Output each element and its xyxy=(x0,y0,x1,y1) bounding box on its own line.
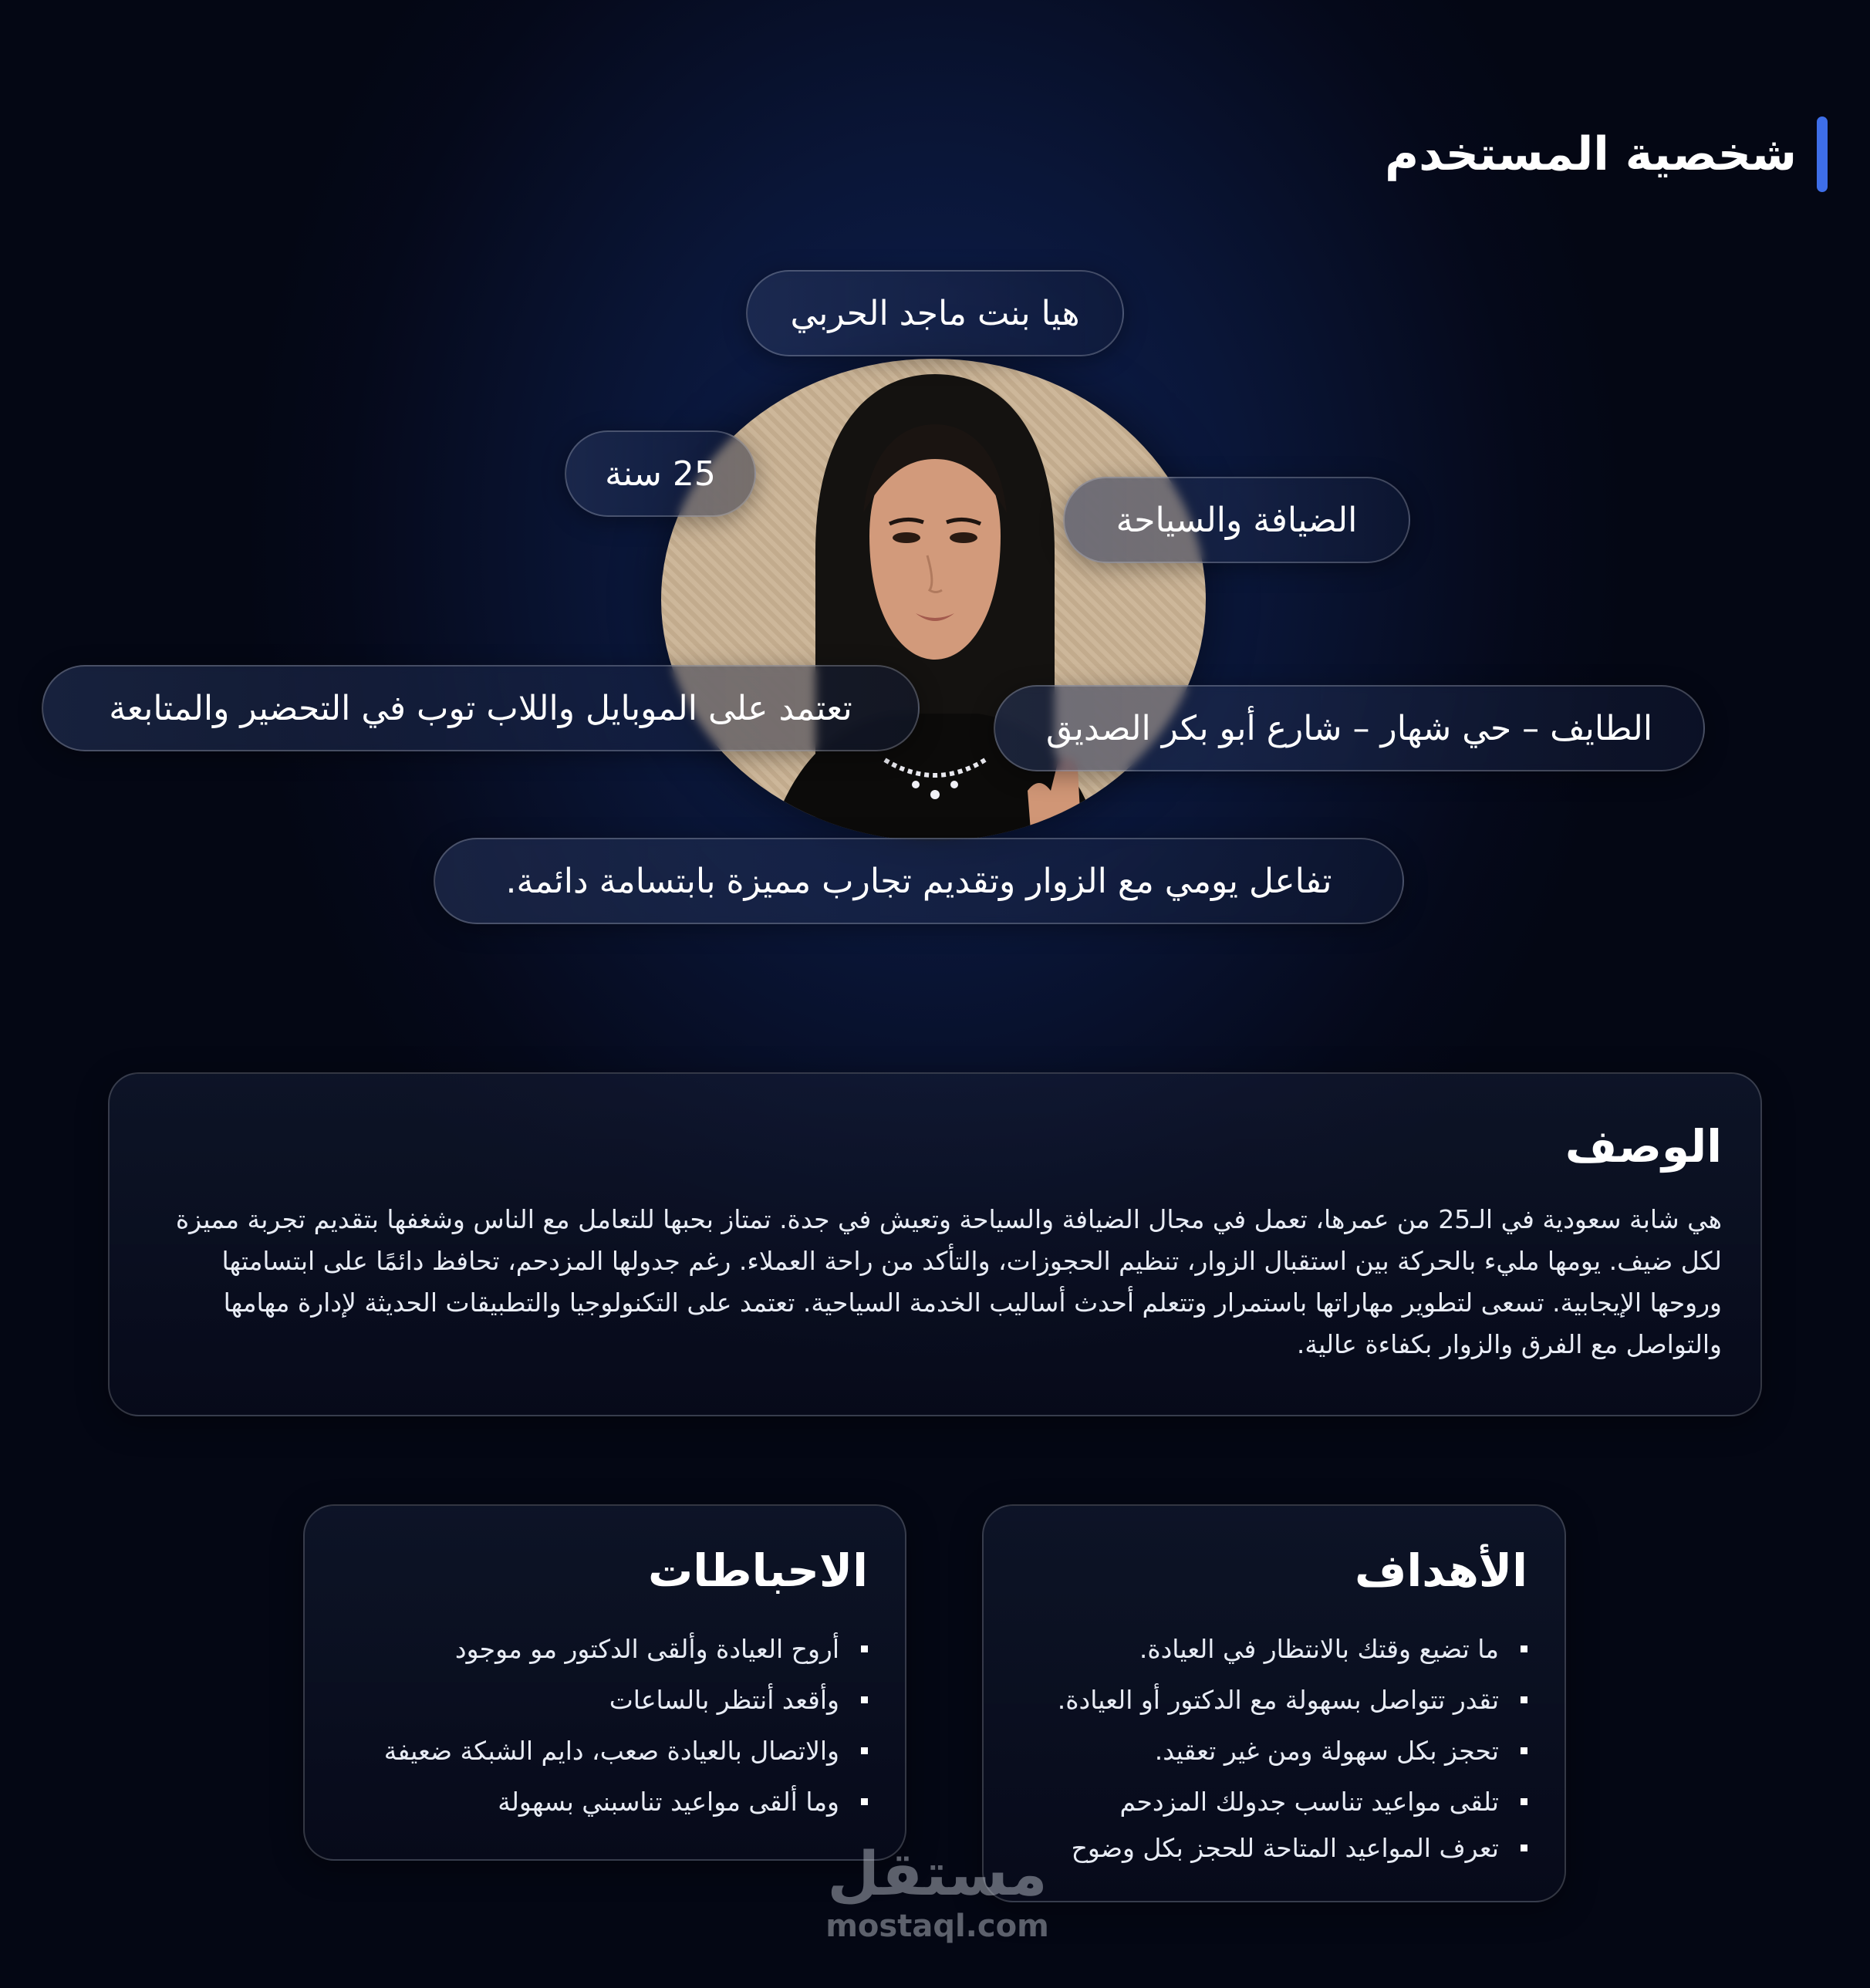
bullet-icon xyxy=(861,1747,868,1754)
goal-text: تحجز بكل سهولة ومن غير تعقيد. xyxy=(1154,1735,1499,1766)
list-item xyxy=(336,1776,868,1827)
goal-text: ما تضيع وقتك بالانتظار في العيادة. xyxy=(1139,1633,1499,1664)
watermark xyxy=(822,1840,1053,1943)
bullet-icon xyxy=(861,1645,868,1652)
goal-text: تلقى مواعيد تناسب جدولك المزدحم xyxy=(1119,1786,1499,1817)
bullet-icon xyxy=(1521,1798,1527,1805)
list-item xyxy=(336,1623,868,1674)
persona-daily-chip: تفاعل يومي مع الزوار وتقديم تجارب مميزة بابتسامة دائمة. xyxy=(434,838,1404,924)
watermark-domain: mostaql.com xyxy=(825,1909,1049,1944)
persona-devices-chip: تعتمد على الموبايل واللاب توب في التحضير والمتابعة xyxy=(42,665,920,751)
persona-age-chip: 25 سنة xyxy=(565,430,756,517)
goals-card xyxy=(982,1504,1566,1902)
persona-location-chip: الطايف – حي شهار – شارع أبو بكر الصديق xyxy=(994,685,1705,771)
frustrations-title: الاحباطات xyxy=(647,1544,868,1597)
list-item xyxy=(1014,1776,1527,1827)
description-title: الوصف xyxy=(1565,1120,1722,1173)
persona-overview xyxy=(0,231,1870,964)
frustrations-list xyxy=(336,1623,868,1827)
frustration-text: وأقعد أنتظر بالساعات xyxy=(609,1684,839,1715)
description-text: هي شابة سعودية في الـ25 من عمرها، تعمل في مجال الضيافة والسياحة وتعيش في جدة. تمتاز بحبها للتعامل مع الناس وشغفها بتقديم تجربة مميزة لكل ضيف. يومها مليء بالحركة بين استقبال الزوار، تنظيم الحجوزات، والتأكد من راحة العملاء. رغم جدولها المزدحم، تحافظ دائمًا على ابتسامتها وروحها الإيجابية. تسعى لتطوير مهاراتها باستمرار وتتعلم أحدث أساليب الخدمة السياحية. تعتمد على التكنولوجيا والتطبيقات الحديثة لإدارة مهامها والتواصل مع الفرق والزوار بكفاءة عالية. xyxy=(175,1204,1722,1359)
goal-text: تقدر تتواصل بسهولة مع الدكتور أو العيادة. xyxy=(1057,1684,1499,1715)
bullet-icon xyxy=(1521,1645,1527,1652)
goals-list xyxy=(1014,1623,1527,1868)
description-card xyxy=(108,1072,1762,1416)
title-accent-bar xyxy=(1817,116,1828,192)
frustration-text: أروح العيادة وألقى الدكتور مو موجود xyxy=(454,1633,839,1664)
bullet-icon xyxy=(1521,1696,1527,1703)
bullet-icon xyxy=(1521,1845,1527,1851)
list-item xyxy=(336,1725,868,1776)
goal-text: تعرف المواعيد المتاحة للحجز بكل وضوح xyxy=(1071,1832,1499,1863)
page-title-text: شخصية المستخدم xyxy=(1385,127,1797,181)
bullet-icon xyxy=(861,1798,868,1805)
list-item xyxy=(1014,1623,1527,1674)
persona-industry-chip: الضيافة والسياحة xyxy=(1063,477,1410,563)
page-title xyxy=(1385,116,1828,193)
list-item xyxy=(336,1674,868,1725)
bullet-icon xyxy=(861,1696,868,1703)
list-item xyxy=(1014,1674,1527,1725)
frustration-text: وما ألقى مواعيد تناسبني بسهولة xyxy=(498,1786,839,1817)
bullet-icon xyxy=(1521,1747,1527,1754)
frustrations-card xyxy=(303,1504,906,1861)
persona-name-chip: هيا بنت ماجد الحربي xyxy=(746,270,1124,356)
list-item xyxy=(1014,1725,1527,1776)
list-item xyxy=(1014,1827,1527,1868)
watermark-logo: مستقل xyxy=(827,1840,1048,1909)
goals-title: الأهداف xyxy=(1354,1544,1527,1597)
frustration-text: والاتصال بالعيادة صعب، دايم الشبكة ضعيفة xyxy=(383,1735,839,1766)
